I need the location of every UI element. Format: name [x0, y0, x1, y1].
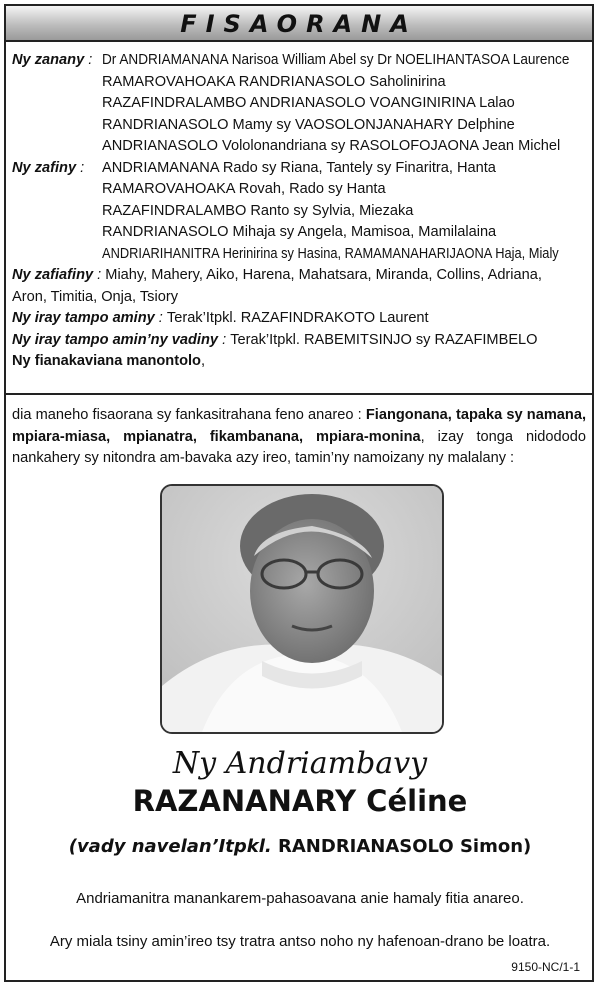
thanks-paragraph: dia maneho fisaorana sy fankasitrahana feno anareo : Fiangonana, tapaka sy namana, mpiara-miasa, mpianatra, fikambanana, mpiara-monina, izay tonga nidododo nankahery sy nitondra am-bavaka azy ireo, tamin’ny namoizany ny malalany : [12, 407, 586, 466]
honorific: Ny Andriambavy [172, 746, 428, 781]
in-law-siblings-label: Ny iray tampo amin’ny vadiny [12, 331, 219, 348]
grandchildren-line: RANDRIANASOLO Mihaja sy Angela, Mamisoa, Mamilalaina [102, 224, 497, 240]
great-grandchildren-names: Aron, Timitia, Onja, Tsiory [12, 288, 178, 305]
grandchildren-line: RAZAFINDRALAMBO Ranto sy Sylvia, Miezaka [102, 202, 414, 219]
notice-header [4, 4, 594, 42]
grandchildren-line: RAMAROVAHOAKA Rovah, Rado sy Hanta [102, 181, 386, 197]
great-grandchildren-names: Miahy, Mahery, Aiko, Harena, Mahatsara, Miranda, Collins, Adriana, [105, 267, 542, 283]
portrait-image [162, 486, 442, 732]
great-grandchildren-label: Ny zafiafiny [12, 267, 94, 283]
grandchildren-line: ANDRIAMANANA Rado sy Riana, Tantely sy Finaritra, Hanta [102, 159, 496, 176]
spouse-line: (vady navelan’Itpkl. RANDRIANASOLO Simon) [68, 836, 532, 857]
deceased-name: RAZANANARY Céline [132, 784, 468, 818]
blessing-line: Andriamanitra manankarem-pahasoavana anie hamaly fitia anareo. [76, 890, 524, 907]
apology-line: Ary miala tsiny amin’ireo tsy tratra antso noho ny hafenoan-drano be loatra. [49, 933, 551, 950]
portrait-photo [160, 484, 444, 734]
grandchildren-label: Ny zafiny : [12, 159, 85, 176]
children-row [12, 50, 590, 72]
whole-family-row: Ny fianakaviana manontolo, [12, 353, 206, 369]
divider [4, 393, 594, 395]
children-line: RAMAROVAHOAKA RANDRIANASOLO Saholinirina [102, 73, 446, 90]
children-label: Ny zanany : [12, 52, 93, 68]
siblings-row: Ny iray tampo aminy : Terak’Itpkl. RAZAFINDRAKOTO Laurent [12, 310, 429, 326]
siblings-label: Ny iray tampo aminy [12, 310, 155, 326]
family-list [12, 50, 590, 373]
children-line: ANDRIANASOLO Vololonandriana sy RASOLOFOJAONA Jean Michel [102, 138, 561, 154]
grandchildren-row [12, 158, 590, 180]
thanks-recipients: Fiangonana, tapaka sy namana, mpiara-miasa, mpianatra, fikambanana, mpiara-monina [12, 407, 586, 445]
spouse-name: RANDRIANASOLO Simon) [278, 836, 532, 857]
grandchildren-line: ANDRIARIHANITRA Herinirina sy Hasina, RAMAMANAHARIJAONA Haja, Mialy [102, 245, 559, 262]
children-line: RAZAFINDRALAMBO ANDRIANASOLO VOANGINIRINA Lalao [102, 95, 515, 111]
siblings-names: Terak’Itpkl. RAZAFINDRAKOTO Laurent [166, 310, 429, 326]
in-law-siblings-names: Terak’Itpkl. RABEMITSINJO sy RAZAFIMBELO [230, 331, 538, 348]
notice-title: FISAORANA [180, 10, 418, 38]
children-line: Dr ANDRIAMANANA Narisoa William Abel sy Dr NOELIHANTASOA Laurence [102, 52, 570, 68]
in-law-siblings-row: Ny iray tampo amin’ny vadiny : Terak’Itpkl. RABEMITSINJO sy RAZAFIMBELO [12, 331, 538, 348]
great-grandchildren-row: Ny zafiafiny : Miahy, Mahery, Aiko, Harena, Mahatsara, Miranda, Collins, Adriana, [12, 267, 542, 283]
reference-code: 9150-NC/1-1 [511, 960, 580, 974]
whole-family-label: Ny fianakaviana manontolo [12, 353, 201, 369]
children-line: RANDRIANASOLO Mamy sy VAOSOLONJANAHARY Delphine [102, 116, 515, 133]
